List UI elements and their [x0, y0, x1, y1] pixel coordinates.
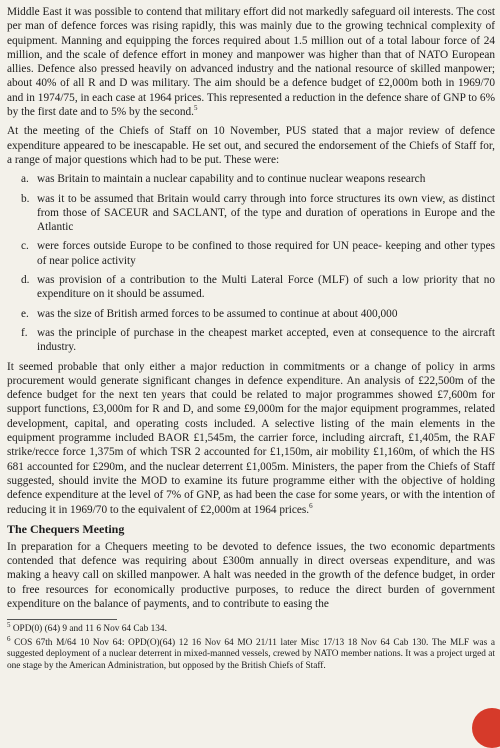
footnote-ref: 6	[309, 501, 313, 510]
list-item: d. was provision of a contribution to the Multi Lateral Force (MLF) of such a low priority that no expenditure on it should be assumed.	[21, 274, 495, 301]
list-item: b. was it to be assumed that Britain would carry through into force structures its own view, as distinct from those of SACEUR and SACLANT, of the type and duration of operations in Europe and the Atlantic	[21, 192, 495, 234]
paragraph: In preparation for a Chequers meeting to be devoted to defence issues, the two economic departments contended that defence was requiring about £300m annually in direct overseas expenditure, and was making a heavy call on skilled manpower. A halt was needed in the growth of the defence budget, in order to free resources for economically productive purposes, to reduce the direct burden of government expenditure on the balance of payments, and to contribute to easing the	[7, 540, 495, 610]
paragraph: It seemed probable that only either a major reduction in commitments or a change of policy in arms procurement would generate significant changes in defence expenditure. An analysis of £22,500m of the defence budget for the next ten years that could be related to major programmes showed £7,600m for support functions, £3,000m for R and D, and some £9,000m for the major equipment programmes, related development, capital, and operating costs included. A selective listing of the main elements in the equipment programme included BAOR £1,545m, the carrier force, including aircraft, £1,405m, the RAF strike/recce force 1,375m of which TSR 2 accounted for £1,150m, air mobility £1,160m, of which the HS 681 accounted for £290m, and the nuclear deterrent £1,005m. Ministers, the paper from the Chiefs of Staff suggested, should invite the MOD to examine its future programme either with the objective of holding defence expenditure at the level of 7% of GNP, as had been the case for some years, or with the intention of reducing it in 1969/70 to the equivalent of £2,000m at 1964 prices.$^6$	[7, 360, 495, 516]
paragraph: At the meeting of the Chiefs of Staff on 10 November, PUS stated that a major review of defence expenditure appeared to be inescapable. He set out, and secured the endorsement of the Chiefs of Staff for, a range of major questions which had to be put. These were:	[7, 125, 495, 166]
list-item: a. was Britain to maintain a nuclear capability and to continue nuclear weapons research	[21, 173, 426, 186]
question-list	[7, 172, 495, 354]
list-item: f. was the principle of purchase in the cheapest market accepted, even at consequence to the aircraft industry.	[21, 326, 495, 354]
footnote-ref: 5	[193, 104, 198, 113]
footnote: $^6$ COS 67th M/64 10 Nov 64: OPD(O)(64) 12 16 Nov 64 MO 21/11 later Misc 17/13 18 Nov 64 Cab 130. The MLF was a suggested deployment of a nuclear deterrent in mixed-manned vessels, crewed by NATO member nations. It was a project urged at one stage by the American Administration, but opposed by the British Chiefs of Staff.	[7, 634, 495, 671]
footnotes	[7, 621, 495, 672]
document-page	[7, 5, 495, 674]
list-item: e. was the size of British armed forces to be assumed to continue at about 400,000	[21, 307, 398, 320]
section-heading: The Chequers Meeting	[7, 521, 125, 536]
footnote-divider	[7, 619, 117, 620]
list-item: c. were forces outside Europe to be confined to those required for UN peace- keeping and other types of near police activity	[21, 240, 495, 267]
footnote: $^5$ OPD(0) (64) 9 and 11 6 Nov 64 Cab 134.	[7, 621, 167, 635]
paragraph: Middle East it was possible to contend that military effort did not markedly safeguard oil interests. The cost per man of defence forces was rising rapidly, this was mainly due to the growing technical complexity of equipment. Manning and equipping the forces required about 1.5 million out of a total labour force of 24 million, and the scale of defence effort in money and manpower was higher than that of NATO European allies. Defence also pressed heavily on advanced industry and the national resource of skilled manpower; about 40% of all R and D was military. The aim should be a defence budget of £2,000m both in 1969/70 and in 1974/75, in each case at 1964 prices. This represented a reduction in the defence share of GNP to 6% by the first date and to 5% by the second.$^5$	[7, 6, 495, 119]
page-corner-mark	[472, 708, 500, 748]
